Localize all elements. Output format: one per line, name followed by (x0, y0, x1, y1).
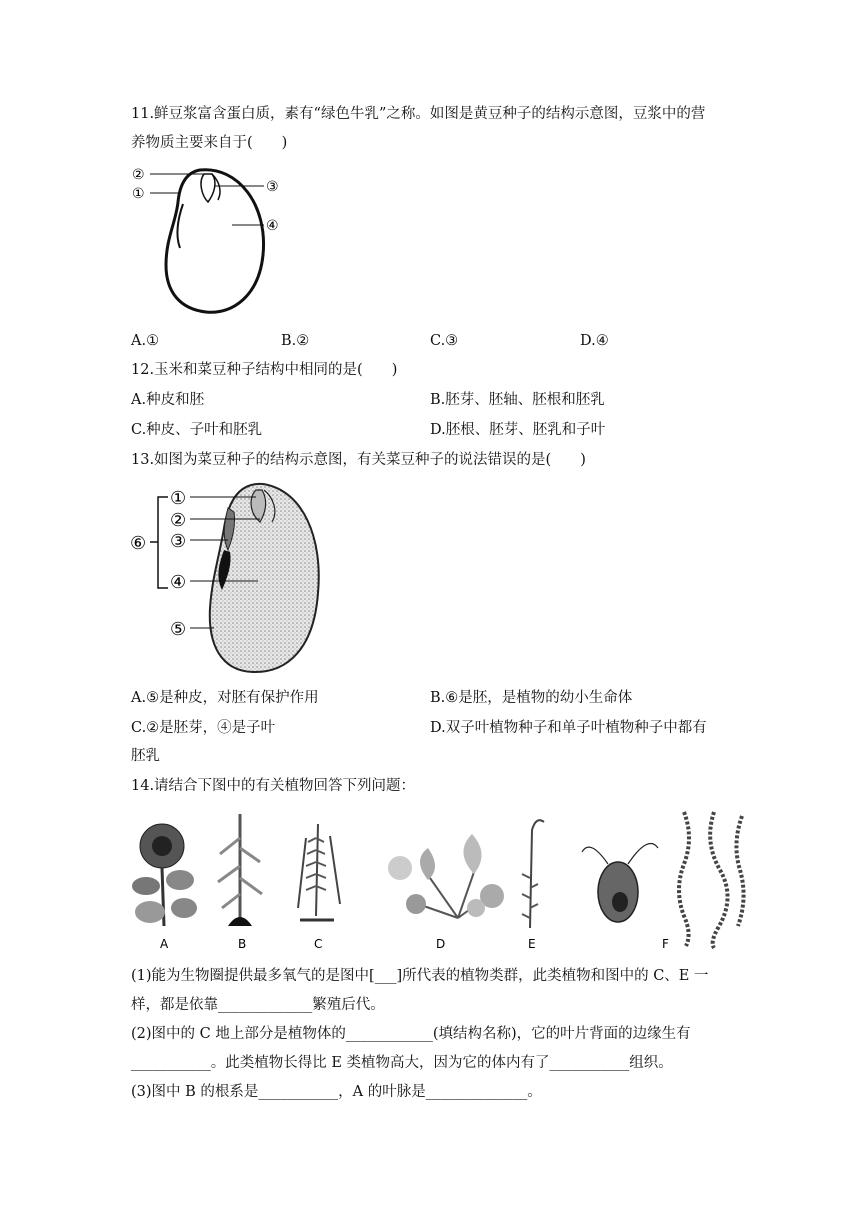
plant-label-d: D (436, 937, 446, 951)
plant-label-f: F (662, 937, 669, 951)
q14-part1-line1: (1)能为生物圈提供最多氧气的是图中[___]所代表的植物类群，此类植物和图中的 C、E 一 (131, 968, 709, 984)
bean-seed-figure (128, 478, 328, 678)
fig13-label-5: ⑤ (170, 619, 187, 640)
fig11-label-4: ④ (266, 218, 279, 234)
fig13-label-2: ② (170, 510, 187, 531)
q13-stem: 13.如图为菜豆种子的结构示意图，有关菜豆种子的说法错误的是( ) (131, 452, 586, 468)
q13-option-c: C.②是胚芽，④是子叶 (131, 720, 276, 736)
plant-label-b: B (238, 937, 247, 951)
q12-option-c: C.种皮、子叶和胚乳 (131, 422, 263, 438)
q14-part2-line1: (2)图中的 C 地上部分是植物体的____________(填结构名称)，它的叶片背面的边缘生有 (131, 1026, 691, 1042)
soybean-seed-figure (128, 160, 293, 320)
plants-figure (128, 808, 758, 953)
fig13-label-6: ⑥ (130, 533, 147, 554)
q14-part2-line2: ___________。此类植物长得比 E 类植物高大，因为它的体内有了___________组织。 (131, 1055, 673, 1071)
q11-option-a: A.① (131, 333, 160, 349)
plant-d-ginkgo (388, 834, 504, 918)
plant-c-fern (298, 824, 340, 920)
q11-stem-line2: 养物质主要来自于( ) (131, 135, 288, 151)
q13-option-d: D.双子叶植物种子和单子叶植物种子中都有 (430, 720, 707, 736)
q11-option-d: D.④ (580, 333, 609, 349)
q12-option-d: D.胚根、胚芽、胚乳和子叶 (430, 422, 606, 438)
fig13-label-1: ① (170, 488, 187, 509)
q13-option-b: B.⑥是胚，是植物的幼小生命体 (430, 690, 633, 706)
q13-option-a: A.⑤是种皮，对胚有保护作用 (131, 690, 319, 706)
q12-option-b: B.胚芽、胚轴、胚根和胚乳 (430, 392, 605, 408)
plant-label-c: C (314, 937, 323, 951)
q11-option-b: B.② (281, 333, 310, 349)
fig13-label-4: ④ (170, 572, 187, 593)
q14-part3-line1: (3)图中 B 的根系是___________，A 的叶脉是______________。 (131, 1084, 542, 1100)
bracket (158, 497, 168, 588)
q14-part1-line2: 样，都是依靠_____________繁殖后代。 (131, 997, 385, 1013)
plant-label-e: E (528, 937, 536, 951)
fig11-label-3: ③ (266, 179, 279, 195)
plant-b-maize (218, 814, 262, 926)
fig11-label-2: ② (132, 167, 145, 183)
plant-label-a: A (160, 937, 169, 951)
seed-outline (166, 170, 264, 313)
fig11-label-1: ① (132, 186, 145, 202)
plant-f-algae (582, 812, 744, 948)
plant-a-sunflower (132, 824, 197, 926)
q14-stem: 14.请结合下图中的有关植物回答下列问题： (131, 778, 416, 794)
q11-stem-line1: 11.鲜豆浆富含蛋白质，素有“绿色牛乳”之称。如图是黄豆种子的结构示意图，豆浆中的营 (131, 106, 706, 122)
q11-option-c: C.③ (430, 333, 459, 349)
q13-option-d-continued: 胚乳 (131, 748, 160, 764)
fig13-label-3: ③ (170, 531, 187, 552)
q12-option-a: A.种皮和胚 (131, 392, 205, 408)
plant-e-moss (522, 820, 544, 928)
q12-stem: 12.玉米和菜豆种子结构中相同的是( ) (131, 362, 398, 378)
